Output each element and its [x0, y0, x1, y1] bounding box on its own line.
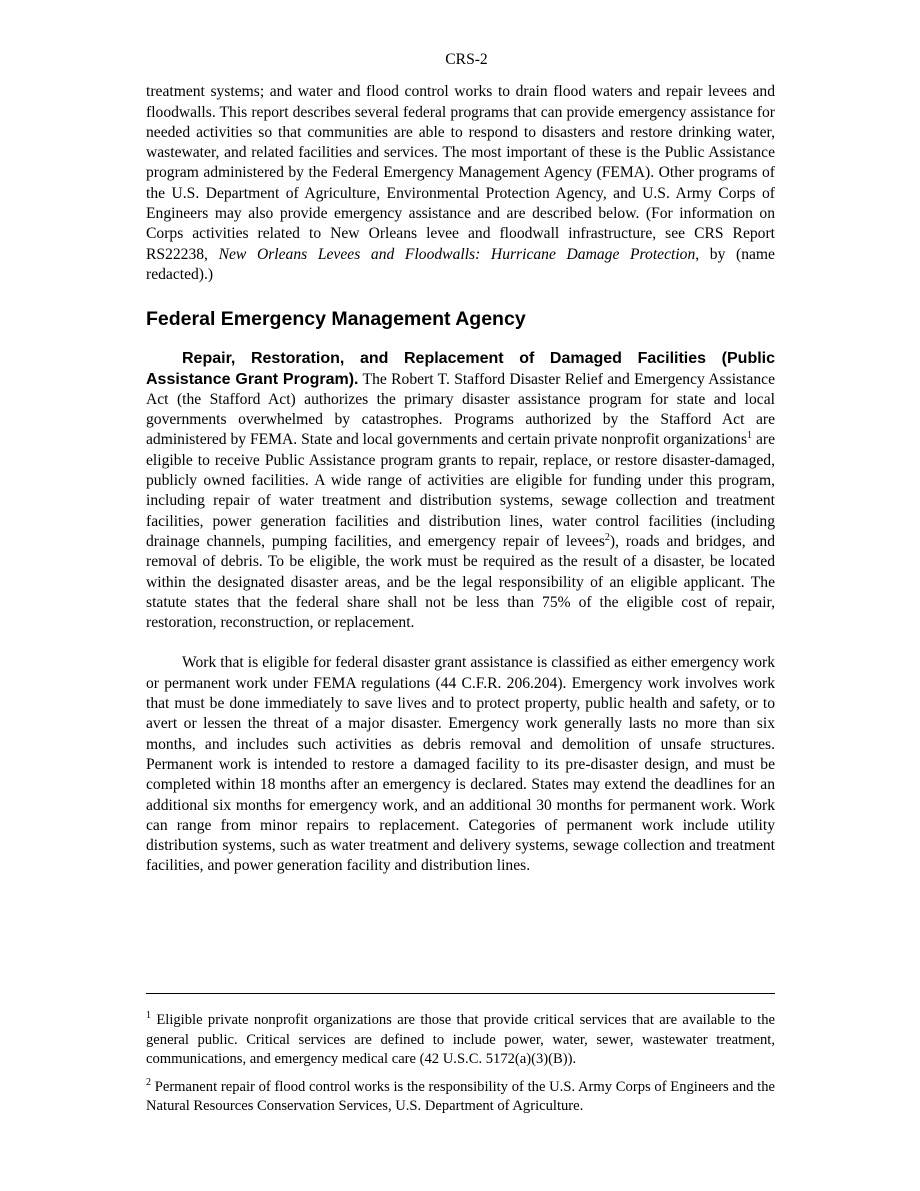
footnote-2	[146, 1078, 775, 1117]
page-number: CRS-2	[445, 51, 488, 68]
paragraph-text: are eligible to receive Public Assistance program grants to repair, replace, or restore disaster-damaged, publicly owned facilities. A wide range of activities are eligible for funding under this program, including repair of water treatment and distribution systems, sewage collection and treatment facilities, power generation facilities and distribution lines, water control facilities (including drainage channels, pumping facilities, and emergency repair of levees	[146, 431, 776, 550]
footnote-text: Permanent repair of flood control works is the responsibility of the U.S. Army Corps of Engineers and the Natural Resources Conservation Services, U.S. Department of Agriculture.	[146, 1078, 775, 1115]
paragraph-text: ), roads and bridges, and removal of debris. To be eligible, the work must be required as the result of a disaster, be located within the designated disaster areas, and be the legal responsibility of an eligible applicant. The statute states that the federal share shall not be less than 75% of the eligible cost of repair, restoration, reconstruction, or replacement.	[146, 532, 776, 632]
footnote-divider	[146, 993, 775, 994]
section-heading: Federal Emergency Management Agency	[146, 308, 526, 331]
footnotes	[146, 1011, 775, 1117]
paragraph-subheading: Repair, Restoration, and Replacement of Damaged Facilities (Public Assistance Grant Program).	[146, 350, 775, 388]
footnote-ref-1[interactable]: 1	[747, 430, 753, 442]
footnote-marker: 2	[146, 1076, 151, 1088]
eligible-work-paragraph: Work that is eligible for federal disaster grant assistance is classified as either emergency work or permanent work under FEMA regulations (44 C.F.R. 206.204). Emergency work involves work that must be done immediately to save lives and to protect property, public health and safety, or to avert or lessen the threat of a major disaster. Emergency work generally lasts no more than six months, and includes such activities as debris removal and demolition of unsafe structures. Permanent work is intended to restore a damaged facility to its pre-disaster design, and must be completed within 18 months after an emergency is declared. States may extend the deadlines for an additional six months for emergency work, and an additional 30 months for permanent work. Work can range from minor repairs to replacement. Categories of permanent work include utility distribution systems, such as water treatment and delivery systems, sewage collection and treatment facilities, and power generation facility and distribution lines.	[146, 654, 775, 875]
paragraph-text: The Robert T. Stafford Disaster Relief and Emergency Assistance Act (the Stafford Act) authorizes the primary disaster assistance program for state and local governments overwhelmed by catastrophes. Programs authorized by the Stafford Act are administered by FEMA. State and local governments and certain private nonprofit organizations	[146, 370, 775, 449]
intro-paragraph	[146, 82, 775, 285]
footnote-marker: 1	[146, 1010, 151, 1022]
footnote-text: Eligible private nonprofit organizations are those that provide critical services that are available to the general public. Critical services are defined to include power, water, sewer, wastewater treatment, communications, and emergency medical care (42 U.S.C. 5172(a)(3)(B)).	[146, 1012, 775, 1068]
paragraph-spacer	[146, 633, 775, 653]
intro-text-end: , by (name redacted).)	[146, 245, 775, 283]
footnote-ref-2[interactable]: 2	[604, 531, 610, 543]
intro-text: treatment systems; and water and flood control works to drain flood waters and repair levees and floodwalls. This report describes several federal programs that can provide emergency assistance for needed activities so that communities are able to respond to disasters and restore drinking water, wastewater, and related facilities and services. The most important of these is the Public Assistance program administered by the Federal Emergency Management Agency (FEMA). Other programs of the U.S. Department of Agriculture, Environmental Protection Agency, and U.S. Army Corps of Engineers may also provide emergency assistance and are described below. (For information on Corps activities related to New Orleans levee and floodwall infrastructure, see CRS Report RS22238,	[146, 83, 775, 263]
report-title: New Orleans Levees and Floodwalls: Hurricane Damage Protection	[218, 245, 696, 263]
public-assistance-paragraph	[146, 349, 775, 633]
footnote-1	[146, 1011, 775, 1070]
document-page	[146, 50, 775, 877]
